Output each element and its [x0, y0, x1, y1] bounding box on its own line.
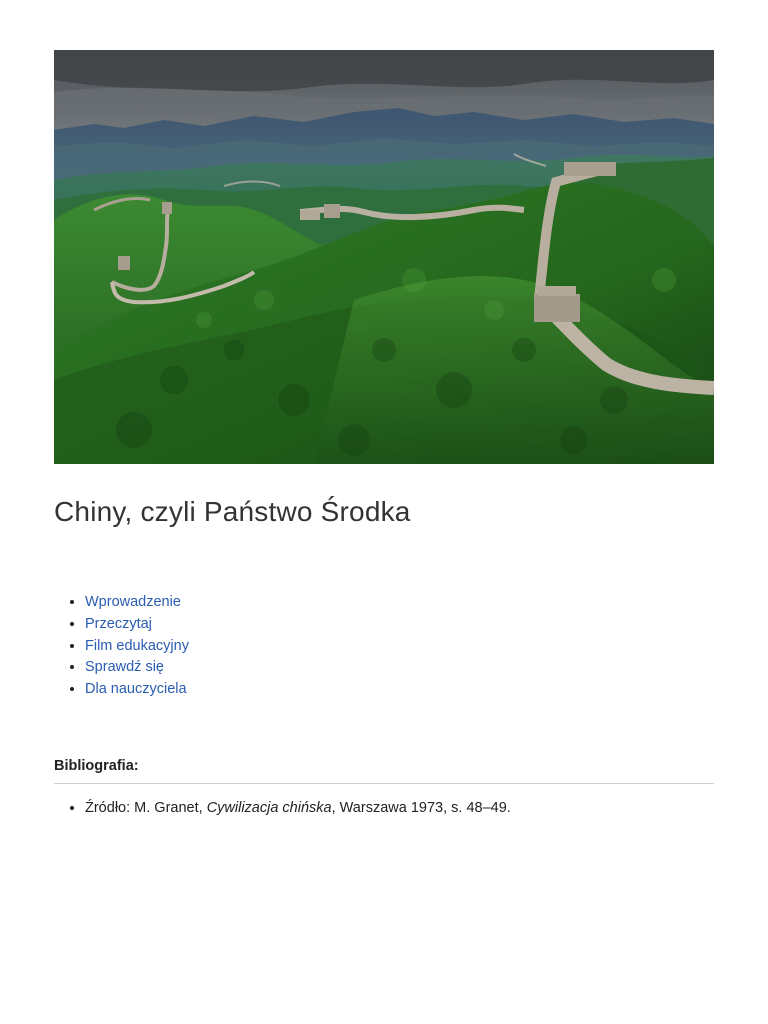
- bibliography-entry-title: Cywilizacja chińska: [206, 800, 332, 816]
- bibliography-entry-suffix: , Warszawa 1973, s. 48–49.: [331, 800, 511, 816]
- bibliography-heading: Bibliografia:: [54, 758, 139, 774]
- bibliography-entry: [85, 798, 511, 819]
- toc-item: [85, 657, 189, 679]
- toc-link-wprowadzenie[interactable]: Wprowadzenie: [85, 594, 181, 610]
- divider: [54, 783, 714, 784]
- hero-image: [54, 50, 714, 464]
- toc-link-dla-nauczyciela[interactable]: Dla nauczyciela: [85, 681, 187, 698]
- toc-link-przeczytaj[interactable]: Przeczytaj: [85, 615, 152, 632]
- toc-item: [85, 614, 189, 636]
- bibliography-entry-prefix: Źródło: M. Granet,: [85, 800, 207, 816]
- table-of-contents: [54, 592, 189, 701]
- great-wall-photo: [54, 50, 714, 464]
- toc-item: [85, 679, 189, 701]
- toc-item: [85, 636, 189, 658]
- bibliography-list: [54, 798, 511, 819]
- toc-link-film-edukacyjny[interactable]: Film edukacyjny: [85, 637, 189, 654]
- toc-item: [85, 592, 189, 614]
- toc-link-sprawdz-sie[interactable]: Sprawdź się: [85, 659, 164, 676]
- page-title: Chiny, czyli Państwo Środka: [54, 496, 411, 527]
